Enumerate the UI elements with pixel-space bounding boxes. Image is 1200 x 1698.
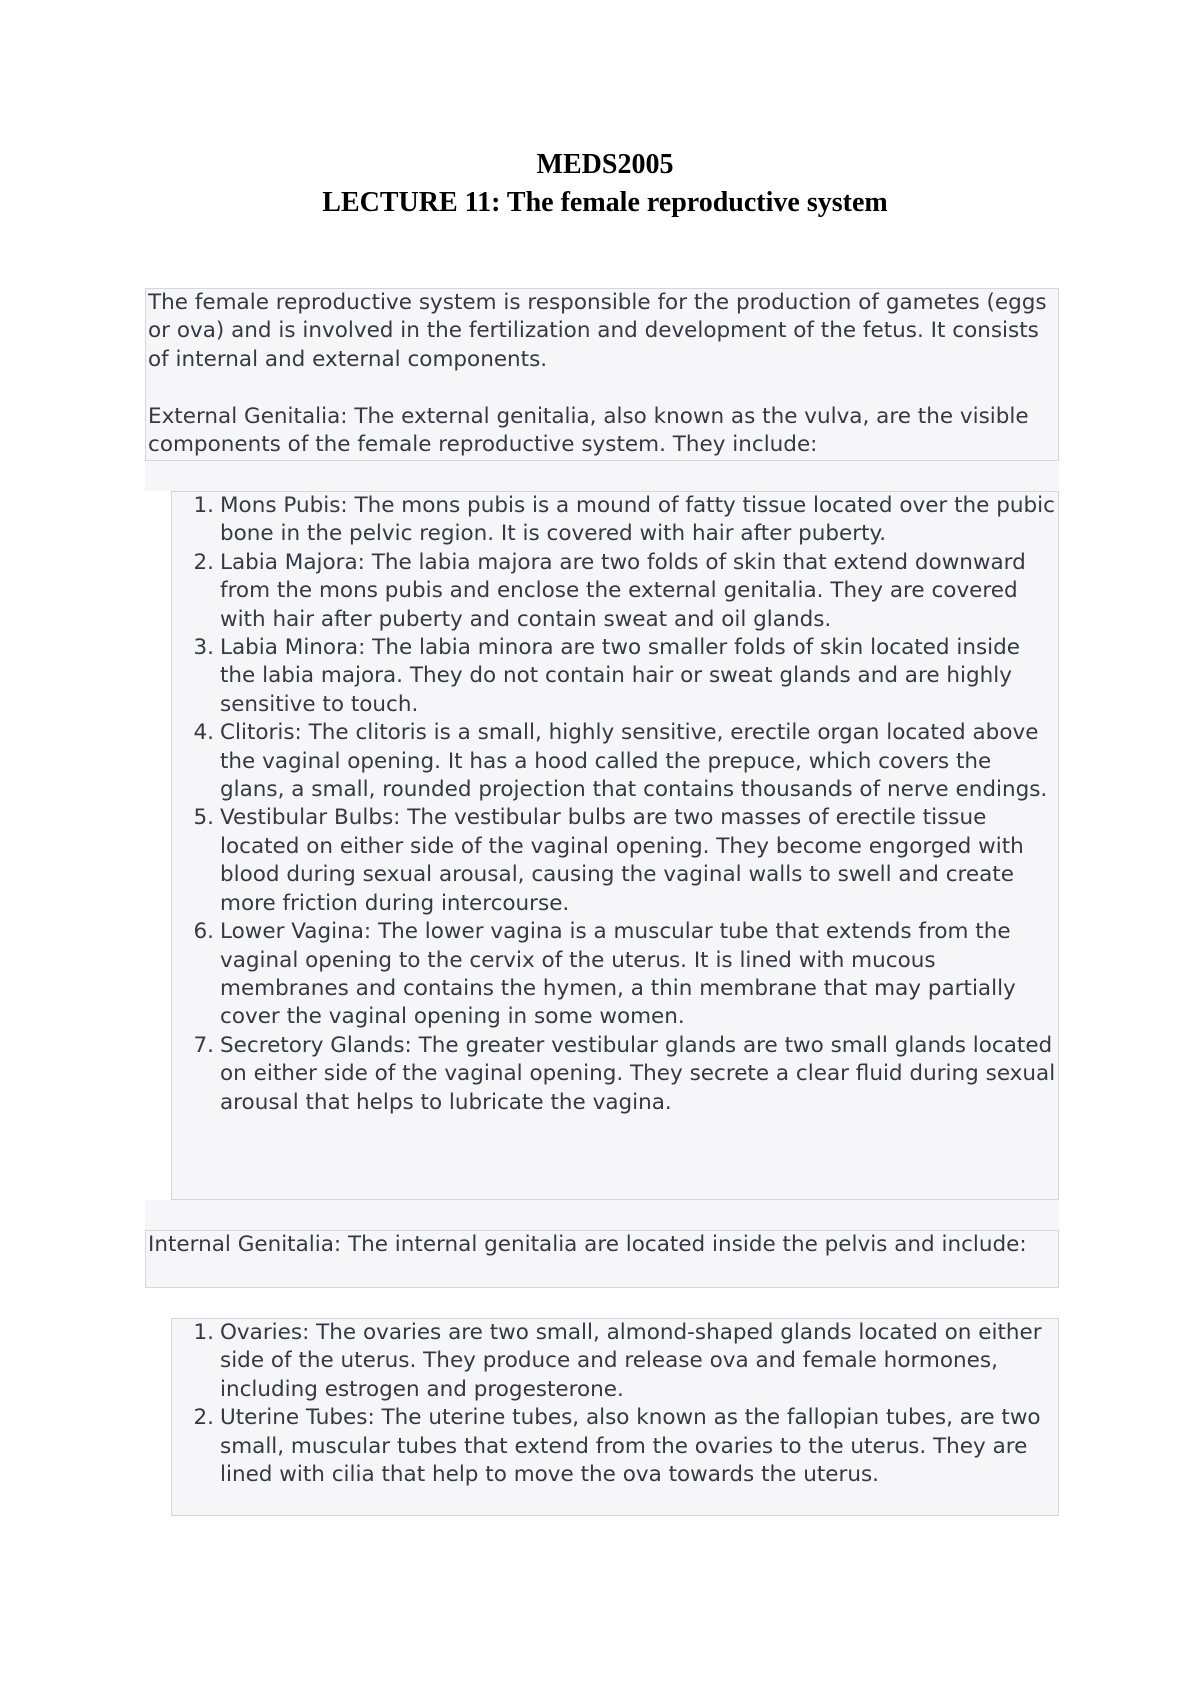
list-item [172,549,1058,634]
shaded-band [145,1200,1059,1230]
list-item [172,634,1058,719]
list-item [172,1319,1058,1404]
list-item-number: 4. [193,720,214,746]
list-item-text: Vestibular Bulbs: The vestibular bulbs are two masses of erectile tissue located on either side of the vaginal opening. They become engorged with blood during sexual arousal, causing the vaginal walls to swell and create more friction during intercourse. [220,805,1024,916]
list-item-text: Labia Minora: The labia minora are two smaller folds of skin located inside the labia majora. They do not contain hair or sweat glands and are highly sensitive to touch. [220,635,1021,717]
list-item-text: Labia Majora: The labia majora are two folds of skin that extend downward from the mons pubis and enclose the external genitalia. They are covered with hair after puberty and contain sweat and oil glands. [220,549,1026,632]
list-item-text: Mons Pubis: The mons pubis is a mound of fatty tissue located over the pubic bone in the pelvic region. It is covered with hair after puberty. [220,493,1055,547]
intro-paragraph: The female reproductive system is responsible for the production of gametes (eggs or ova) and is involved in the fertilization and development of the fetus. It consists of internal and external components. [148,290,1047,372]
list-item-text: Lower Vagina: The lower vagina is a muscular tube that extends from the vaginal opening to the cervix of the uterus. It is lined with mucous membranes and contains the hymen, a thin membrane that may partially cover the vaginal opening in some women. [220,919,1016,1030]
list-item [172,804,1058,918]
list-item [172,719,1058,804]
list-item-number: 1. [193,1320,214,1345]
list-item-number: 2. [193,1405,214,1431]
list-item-number: 1. [193,493,214,518]
intro-box [145,288,1059,461]
list-item [172,492,1058,549]
list-item-number: 2. [193,549,214,575]
list-item-number: 5. [193,805,214,831]
list-item-number: 6. [193,919,214,945]
list-item-text: Secretory Glands: The greater vestibular glands are two small glands located on either side of the vaginal opening. They secrete a clear fluid during sexual arousal that helps to lubricate the vagina. [220,1032,1056,1115]
list-item [172,918,1058,1032]
course-code: MEDS2005 [536,149,674,180]
internal-genitalia-box [145,1230,1059,1288]
lecture-title: LECTURE 11: The female reproductive system [322,187,888,218]
internal-genitalia-list [171,1318,1059,1516]
internal-genitalia-heading: Internal Genitalia: The internal genitalia are located inside the pelvis and include: [148,1232,1027,1257]
list-item-number: 7. [193,1032,214,1058]
list-item-number: 3. [193,635,214,661]
external-genitalia-list [171,491,1059,1200]
document-header [0,146,1200,222]
shaded-band [145,461,1059,491]
list-item-text: Uterine Tubes: The uterine tubes, also known as the fallopian tubes, are two small, muscular tubes that extend from the ovaries to the uterus. They are lined with cilia that help to move the ova towards the uterus. [220,1405,1041,1488]
list-item [172,1032,1058,1117]
list-item-text: Ovaries: The ovaries are two small, almond-shaped glands located on either side of the uterus. They produce and release ova and female hormones, including estrogen and progesterone. [220,1320,1042,1402]
external-genitalia-heading: External Genitalia: The external genitalia, also known as the vulva, are the visible components of the female reproductive system. They include: [148,403,1029,458]
list-item-text: Clitoris: The clitoris is a small, highly sensitive, erectile organ located above the vaginal opening. It has a hood called the prepuce, which covers the glans, a small, rounded projection that contains thousands of nerve endings. [220,720,1048,803]
list-item [172,1404,1058,1489]
